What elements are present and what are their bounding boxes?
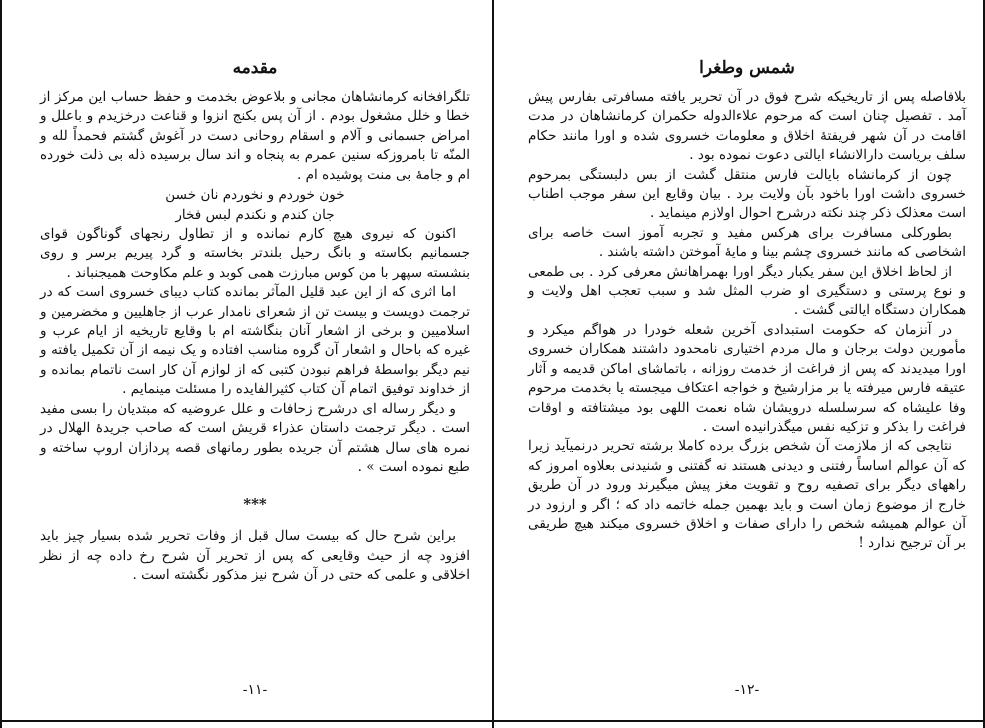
paragraph: بلافاصله پس از تاریخیکه شرح فوق در آن تحریر یافته مسافرتی بفارس پیش آمد . تفصیل چنان است که مرحوم علاءالدوله حکمران کرمانشاهان در مدت اقامت در آن شهر فریفتهٔ اخلاق و معلومات خسروی شده و اورا مانند حکام سلف بریاست دارالانشاء ایالتی دعوت نموده بود . xyxy=(528,89,966,164)
verse-line: جان کندم و نکندم لبس فخار xyxy=(175,207,335,224)
paragraph: براین شرح حال که بیست سال قبل از وفات تحریر شده بسیار چیز باید افزود چه از حیث وقایعی که پس از تحریر آن شرح رخ داده چه از نظر اخلاقی و علمی که حتی در آن شرح نیز مذکور نگشته است . xyxy=(40,528,470,584)
page-number: -۱۱- xyxy=(242,682,268,698)
right-page xyxy=(528,58,966,698)
page-number: -۱۲- xyxy=(734,682,760,698)
paragraph: اما اثری که از این عبد قلیل المآثر بمانده کتاب دیبای خسروی است که در ترجمت دویست و بیست تن از شعرای نامدار عرب از جاهلیین و مخضرمین و اسلامیین و برخی از اشعار آنان بنگاشته ام با وقایع تاریخیه از ایام عرب و غیره که باحال و اشعار آن گروه مناسب افتاده و یک نیمه از آن تکمیل یافته و نیم دیگر بواسطهٔ فراهم نبودن کتبی که از لوازم آن کار است ناتمام بمانده و از خداوند توفیق اتمام آن کتاب کثیرالفایده را مسئلت مینمایم . xyxy=(40,284,470,398)
paragraph: از لحاظ اخلاق این سفر یکبار دیگر اورا بهمراهانش معرفی کرد . بی طمعی و نوع پرستی و دستگیری او ضرب المثل شد و سبب تعجب اهل ولایت و همکاران دستگاه ایالتی گشت . xyxy=(528,263,966,319)
left-border xyxy=(0,0,2,728)
bottom-border xyxy=(0,720,985,722)
right-page-title: شمس وطغرا xyxy=(699,58,795,78)
left-page-title: مقدمه xyxy=(232,58,278,78)
section-separator: *** xyxy=(243,495,267,514)
left-page xyxy=(40,58,470,698)
verse-line: خون خوردم و نخوردم نان خسن xyxy=(165,187,345,204)
paragraph: بطورکلی مسافرت برای هرکس مفید و تجربه آموز است خاصه برای اشخاصی که مانند خسروی چشم بینا و مایهٔ آموختن داشته باشند . xyxy=(528,224,966,261)
paragraph: چون از کرمانشاه بایالت فارس منتقل گشت از بس دلبستگی بمرحوم خسروی داشت اورا باخود بآن ولایت برد . بیان وقایع این سفر موجب اطناب است معذلک ذکر چند نکته درشرح احوال اولازم مینماید . xyxy=(528,166,966,222)
paragraph: تلگرافخانه کرمانشاهان مجانی و بلاعوض بخدمت و حفظ حساب این مرکز از خطا و خلل مشغول بودم . از آن پس بکنج انزوا و قناعت درخزیدم و باعلل و امراض جسمانی و آلام و اسقام روحانی دست در آغوش گشتم فحمداً لله و المنّه تا بامروزکه سنین عمرم به پنجاه و اند سال برسیده ذله بی ذلت خورده ام و جامهٔ بی منت پوشیده ام . xyxy=(40,89,470,183)
paragraph: در آنزمان که حکومت استبدادی آخرین شعله خودرا در هواگم میکرد و مأمورین دولت برجان و مال مردم اختیاری نامحدود داشتند همکاران خسروی اورا میدیدند که پس از فراغت از خدمت روزانه ، باتماشای اماکن قدیمه و آثار عتیقه فارس میرفته یا بر مزارشیخ و خواجه اعتکاف میجسته یا بخدمت مرحوم وفا علیشاه که سرسلسله درویشان شاه نعمت اللهی بود میشتافته و اوقات فراغت را بذکر و تزکیه نفس میگذرانیده است . xyxy=(528,321,966,435)
paragraph: و دیگر رساله ای درشرح زحافات و علل عروضیه که مبتدیان را بسی مفید است . دیگر ترجمت داستان عذراء قریش است که صاحب جریدهٔ الهلال در نمره های سال هشتم آن جریده بطور رمانهای قصه پردازان اروپ ساخته و طبع نموده است » . xyxy=(40,400,470,475)
paragraph: نتایجی که از ملازمت آن شخص بزرگ برده کاملا برشته تحریر درنمیآید زیرا که آن عوالم اساساً رفتنی و دیدنی هستند نه گفتنی و شنیدنی بعلاوه امروز که راههای دیگر برای تصفیه روح و تقویت مغز پیش میگیرند ورود در آن طریق خارج از موضوع زمان است و باید بهمین جمله خاتمه داد که ؛ اگر و ارزود در آن عوالم همیشه شخص را دارای صفات و اخلاق خسروی میکند هیچ طریقی بر آن ترجیح ندارد ! xyxy=(528,438,966,552)
paragraph: اکنون که نیروی هیچ کارم نمانده و از تطاول رنجهای گوناگون قوای جسمانیم بکاسته و بانگ رحیل بلندتر بخاسته و گرد پیریم برسر و روی بنشسته سپهر با من کوس مبارزت همی کوبد و علم مکاوحت همیجنباند . xyxy=(40,226,470,281)
page-gutter xyxy=(492,0,494,728)
